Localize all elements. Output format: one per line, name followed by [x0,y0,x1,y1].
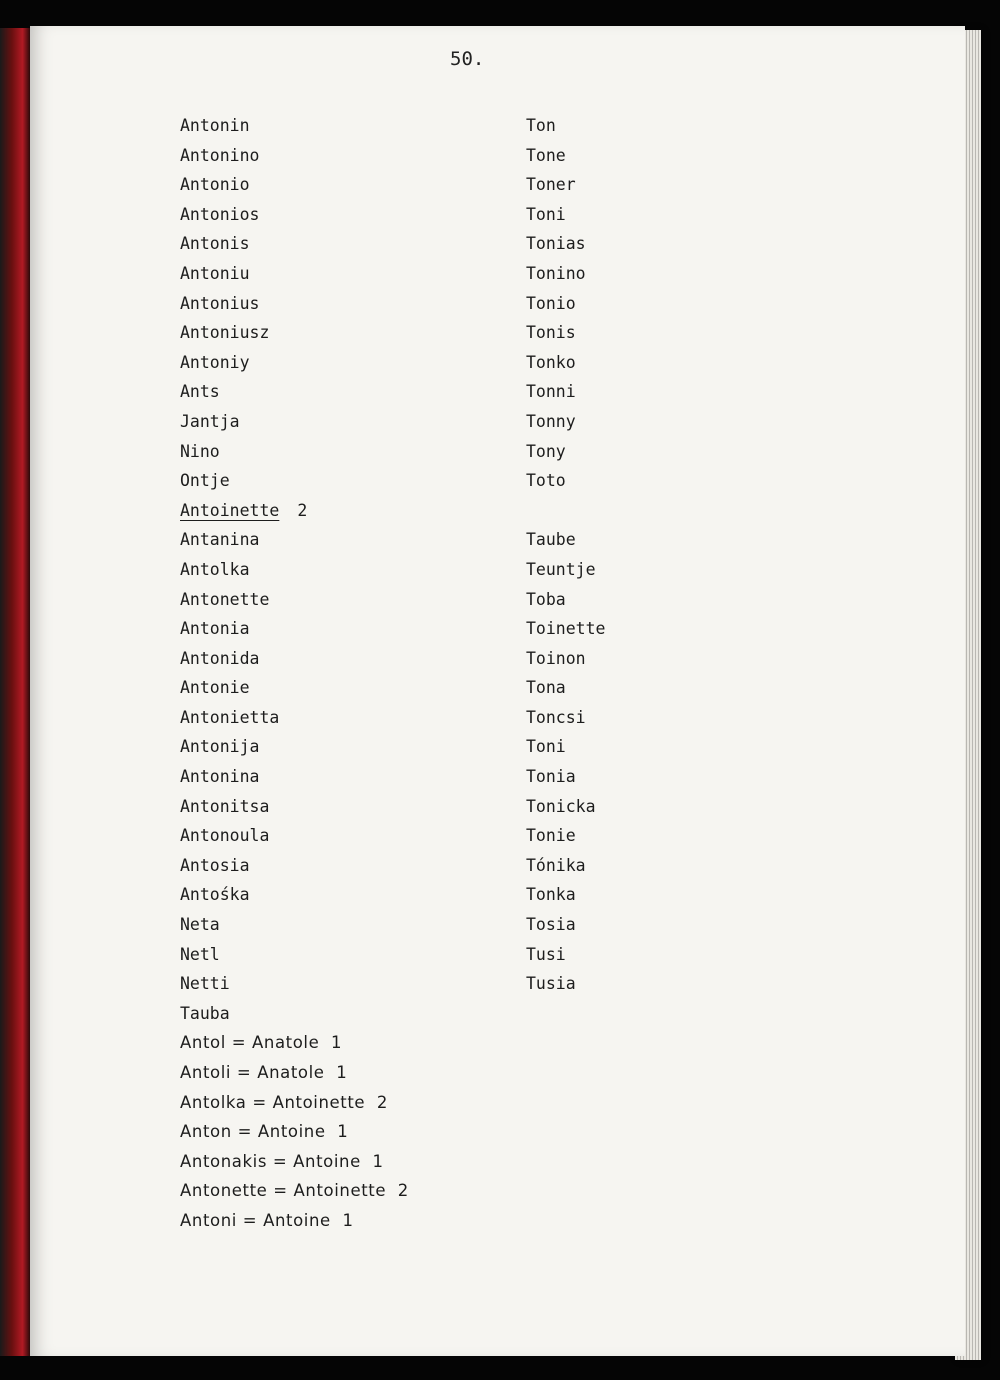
name-entry: Antonida [180,648,260,668]
section-heading [180,496,480,526]
name-entry: Antolka [180,559,250,579]
left-name-column [180,111,480,1236]
name-entry: Netl [180,944,220,964]
name-entry: Tosia [526,915,576,935]
name-entry: Antonios [180,204,260,224]
name-entry: Ontje [180,471,230,491]
name-entry: Ton [526,116,556,135]
right-name-column [526,111,726,999]
name-entry: Antanina [180,530,260,550]
name-entry: Toto [526,471,566,491]
page-sheet [30,26,965,1356]
name-entry: Antonia [180,619,250,639]
name-entry: Toinette [526,619,606,639]
name-entry: Antonoula [180,826,270,846]
name-entry: Tauba [180,1003,230,1023]
name-entry: Tónika [526,855,586,875]
name-entry: Tonni [526,382,576,402]
name-entry: Teuntje [526,559,596,579]
cross-reference-entry: Antonakis = Antoine 1 [180,1151,384,1171]
name-entry: Tonio [526,293,576,313]
book-binding [0,28,30,1356]
name-entry: Toinon [526,648,586,668]
name-entry: Antoniusz [180,323,270,343]
cross-reference-entry: Antonette = Antoinette 2 [180,1181,409,1201]
name-entry: Toba [526,589,566,609]
name-entry: Tona [526,678,566,698]
name-entry: Tusia [526,974,576,994]
page-number: 50. [450,48,485,70]
name-entry: Ants [180,382,220,402]
section-gap [526,496,726,526]
name-entry: Tony [526,441,566,461]
name-entry: Tonia [526,767,576,787]
name-entry: Antonitsa [180,796,270,816]
cross-reference-entry: Antoni = Antoine 1 [180,1210,354,1230]
name-entry: Antonio [180,175,250,195]
name-entry: Toni [526,737,566,757]
heading-name: Antoinette [180,500,280,520]
name-entry: Antonietta [180,707,280,727]
heading-number: 2 [297,500,308,520]
name-entry: Tonino [526,263,586,283]
name-entry: Antonis [180,234,250,254]
name-entry: Antonino [180,145,260,165]
name-entry: Antośka [180,885,250,905]
name-entry: Antonius [180,293,260,313]
name-entry: Tonka [526,885,576,905]
name-entry: Jantja [180,411,240,431]
name-entry: Antoniy [180,352,250,372]
name-entry: Tusi [526,944,566,964]
name-entry: Tonicka [526,796,596,816]
name-entry: Taube [526,530,576,550]
name-entry: Antosia [180,855,250,875]
name-entry: Antonin [180,116,250,135]
cross-reference-entry: Anton = Antoine 1 [180,1122,349,1142]
name-entry: Tonko [526,352,576,372]
name-entry: Netti [180,974,230,994]
name-entry: Toncsi [526,707,586,727]
name-entry: Tone [526,145,566,165]
cross-reference-entry: Antoli = Anatole 1 [180,1063,348,1082]
name-entry: Tonias [526,234,586,254]
name-entry: Antonija [180,737,260,757]
name-entry: Antonette [180,589,270,609]
name-entry: Antonina [180,767,260,787]
cross-reference-entry: Antolka = Antoinette 2 [180,1092,388,1112]
name-entry: Antonie [180,678,250,698]
name-entry: Toner [526,175,576,195]
cross-reference-entry: Antol = Anatole 1 [180,1033,343,1053]
name-entry: Antoniu [180,263,250,283]
name-entry: Tonny [526,411,576,431]
name-entry: Toni [526,204,566,224]
name-entry: Neta [180,915,220,935]
name-entry: Nino [180,441,220,461]
name-entry: Tonis [526,323,576,343]
name-entry: Tonie [526,826,576,846]
